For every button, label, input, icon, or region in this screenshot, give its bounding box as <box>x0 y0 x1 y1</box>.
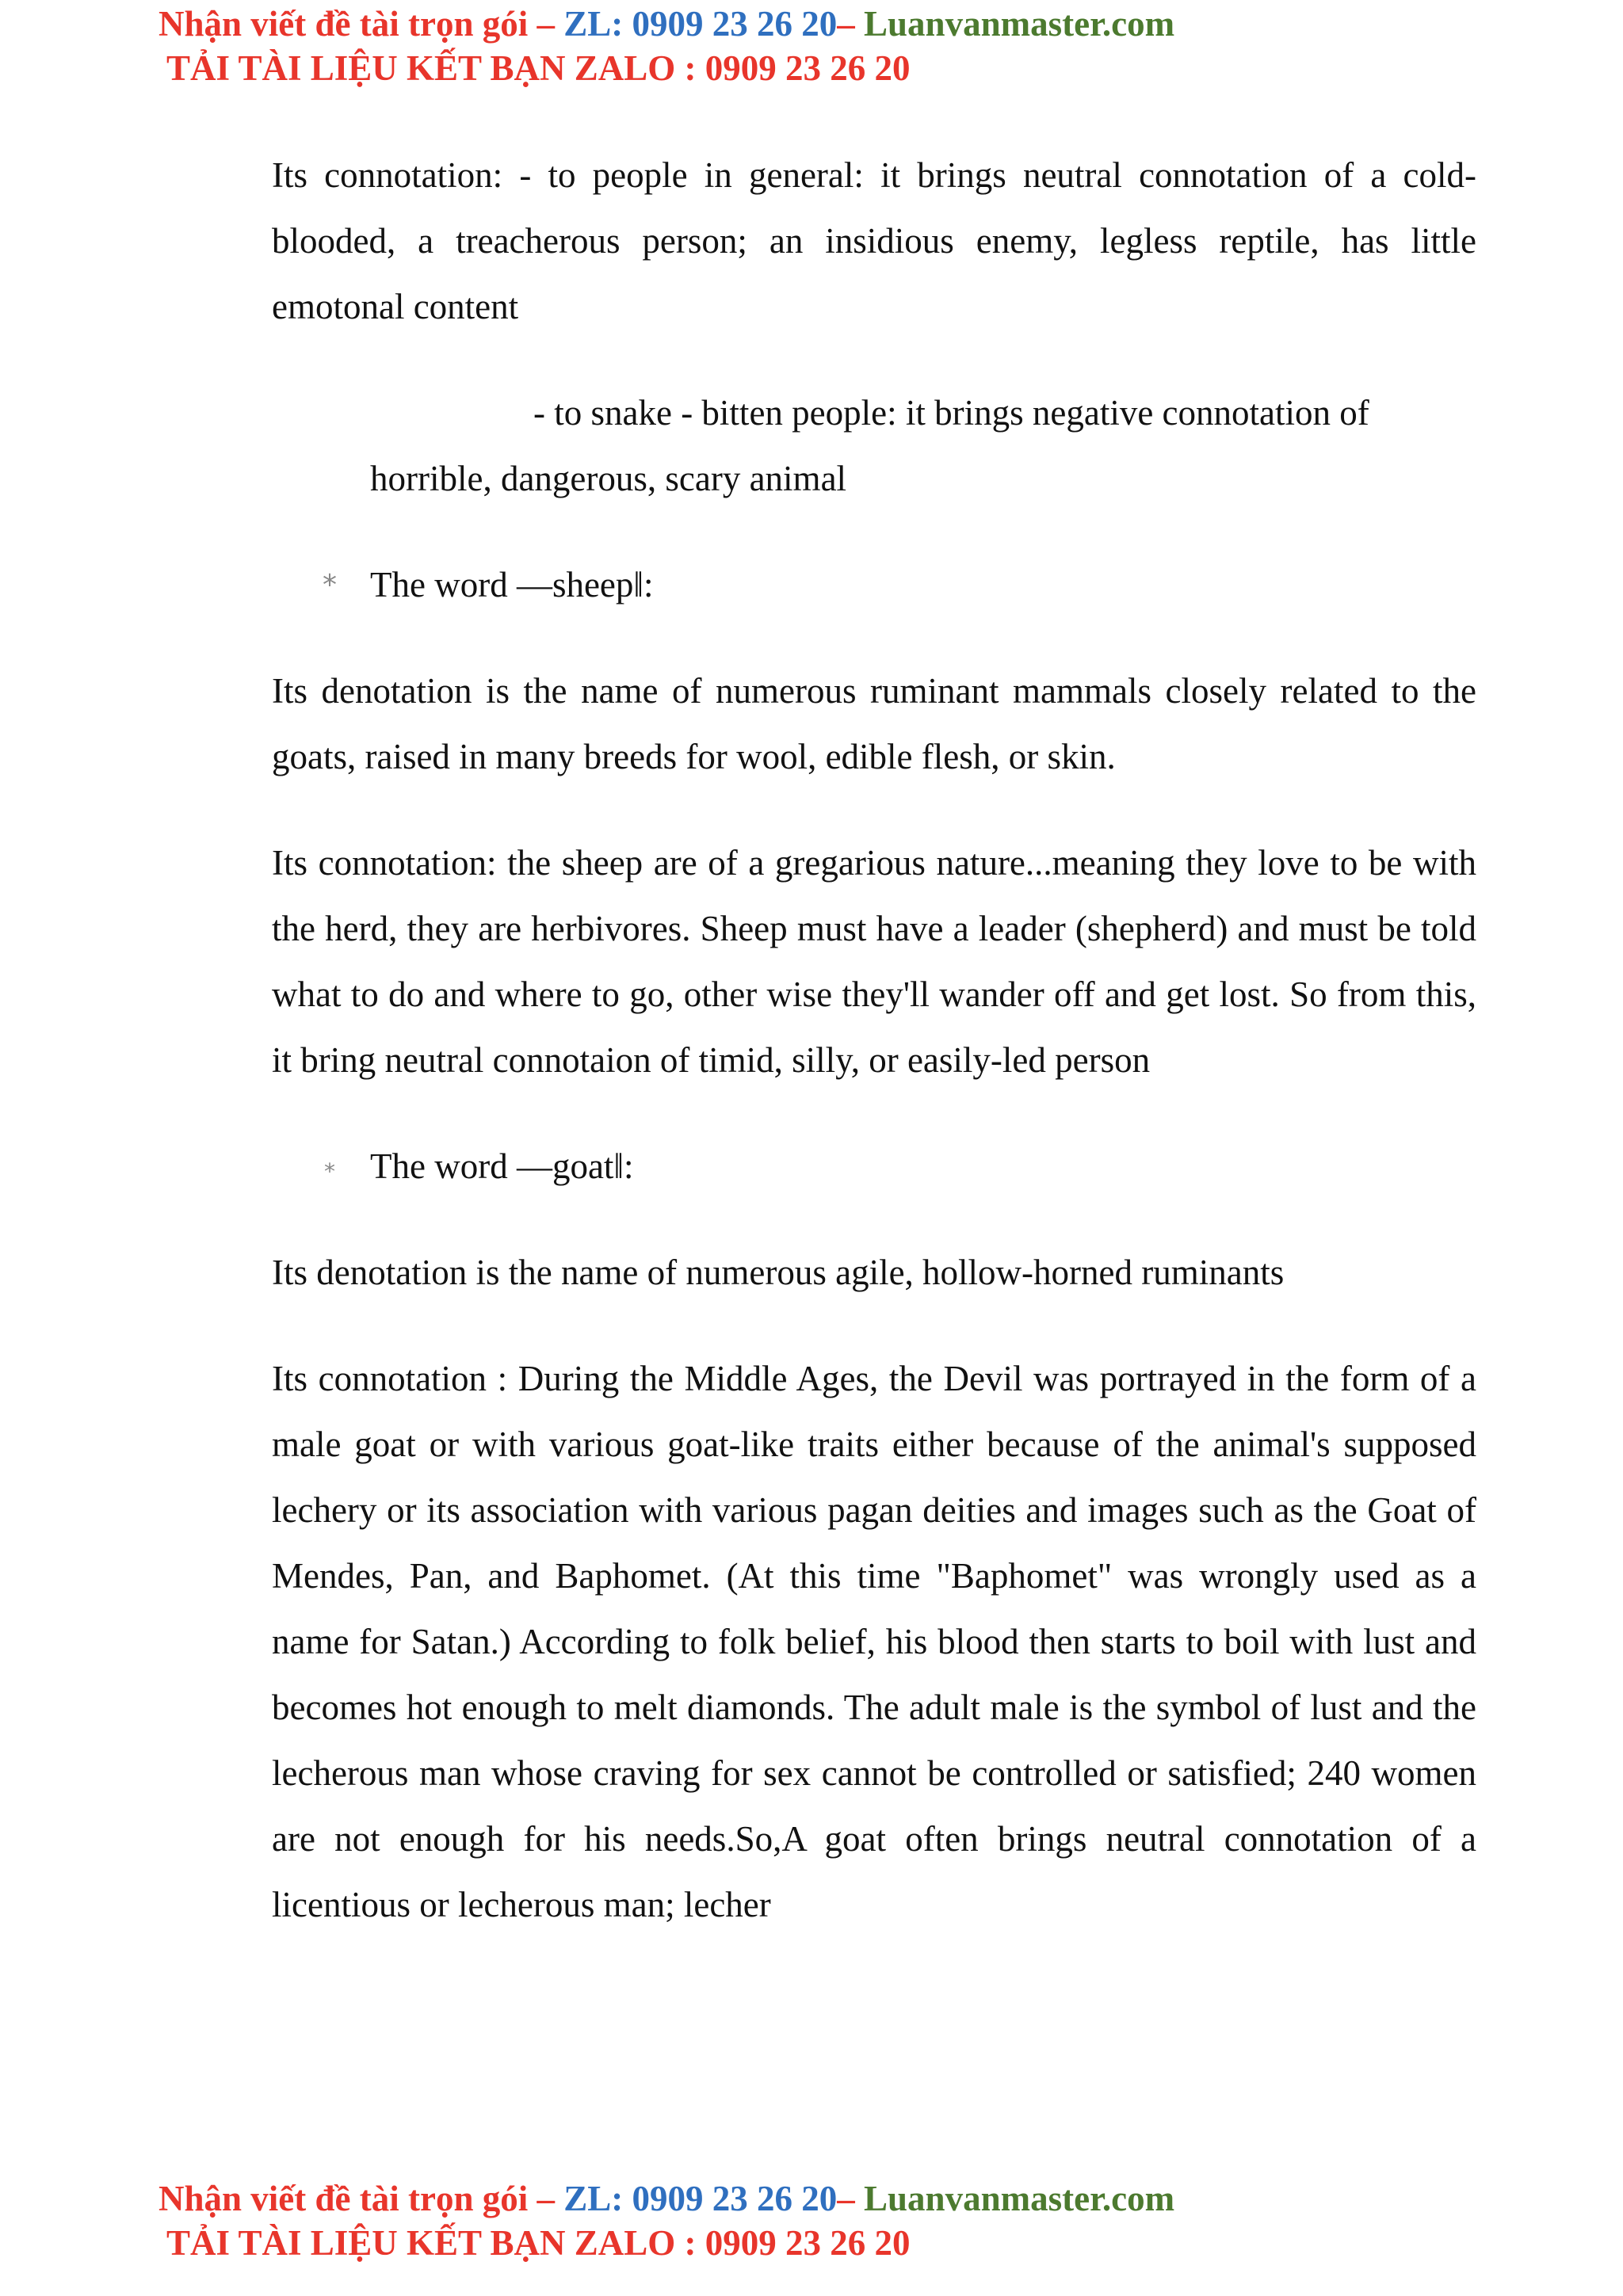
snake-connotation-bitten-line2: horrible, dangerous, scary animal <box>370 459 847 498</box>
document-body <box>272 143 1476 1938</box>
snake-connotation-bitten-line1: - to snake - bitten people: it brings negative connotation of <box>533 393 1369 433</box>
footer-banner-line2: TẢI TÀI LIỆU KẾT BẠN ZALO : 0909 23 26 20 <box>166 2223 911 2263</box>
goat-heading-text: The word ―goat‖: <box>370 1146 634 1186</box>
footer-separator: – <box>528 2179 564 2218</box>
sheep-denotation: Its denotation is the name of numerous ruminant mammals closely related to the goats, raised in many breeds for wool, edible flesh, or skin. <box>272 671 1476 776</box>
footer-banner <box>158 2176 1174 2265</box>
asterisk-bullet-icon: * <box>324 1158 335 1184</box>
header-banner <box>158 2 1174 90</box>
header-zalo-link[interactable]: ZL: 0909 23 26 20 <box>563 4 838 44</box>
header-banner-line1 <box>158 2 1174 46</box>
header-separator: – <box>528 4 564 44</box>
sheep-connotation: Its connotation: the sheep are of a gregarious nature...meaning they love to be with the herd, they are herbivores. Sheep must have a leader (shepherd) and must be told what to do and where to go, other wise they'll wander off and get lost. So from this, it bring neutral connotaion of timid, silly, or easily-led person <box>272 843 1476 1080</box>
snake-connotation-bitten <box>272 380 1476 512</box>
sheep-heading-text: The word ―sheep‖: <box>370 565 654 605</box>
header-banner-line2: TẢI TÀI LIỆU KẾT BẠN ZALO : 0909 23 26 20 <box>166 48 911 88</box>
footer-service-text: Nhận viết đề tài trọn gói <box>158 2179 529 2218</box>
goat-connotation: Its connotation : During the Middle Ages, the Devil was portrayed in the form of a male goat or with various goat-like traits either because of the animal's supposed lechery or its association with various pagan deities and images such as the Goat of Mendes, Pan, and Baphomet. (At this time "Baphomet" was wrongly used as a name for Satan.) According to folk belief, his blood then starts to boil with lust and becomes hot enough to melt diamonds. The adult male is the symbol of lust and the lecherous man whose craving for sex cannot be controlled or satisfied; 240 women are not enough for his needs.So,A goat often brings neutral connotation of a licentious or lecherous man; lecher <box>272 1359 1476 1924</box>
goat-denotation: Its denotation is the name of numerous agile, hollow-horned ruminants <box>272 1253 1285 1292</box>
header-separator-2: – <box>837 4 865 44</box>
goat-heading <box>272 1134 1476 1199</box>
footer-separator-2: – <box>837 2179 865 2218</box>
sheep-heading <box>272 552 1476 618</box>
header-site-link[interactable]: Luanvanmaster.com <box>864 4 1175 44</box>
footer-banner-line1 <box>158 2176 1174 2221</box>
asterisk-bullet-icon: * <box>323 569 337 601</box>
footer-site-link[interactable]: Luanvanmaster.com <box>864 2179 1175 2218</box>
snake-connotation-general: Its connotation: - to people in general: it brings neutral connotation of a cold-blooded, a treacherous person; an insidious enemy, legless reptile, has little emotonal content <box>272 155 1476 326</box>
footer-zalo-link[interactable]: ZL: 0909 23 26 20 <box>563 2179 838 2218</box>
header-service-text: Nhận viết đề tài trọn gói <box>158 4 529 44</box>
